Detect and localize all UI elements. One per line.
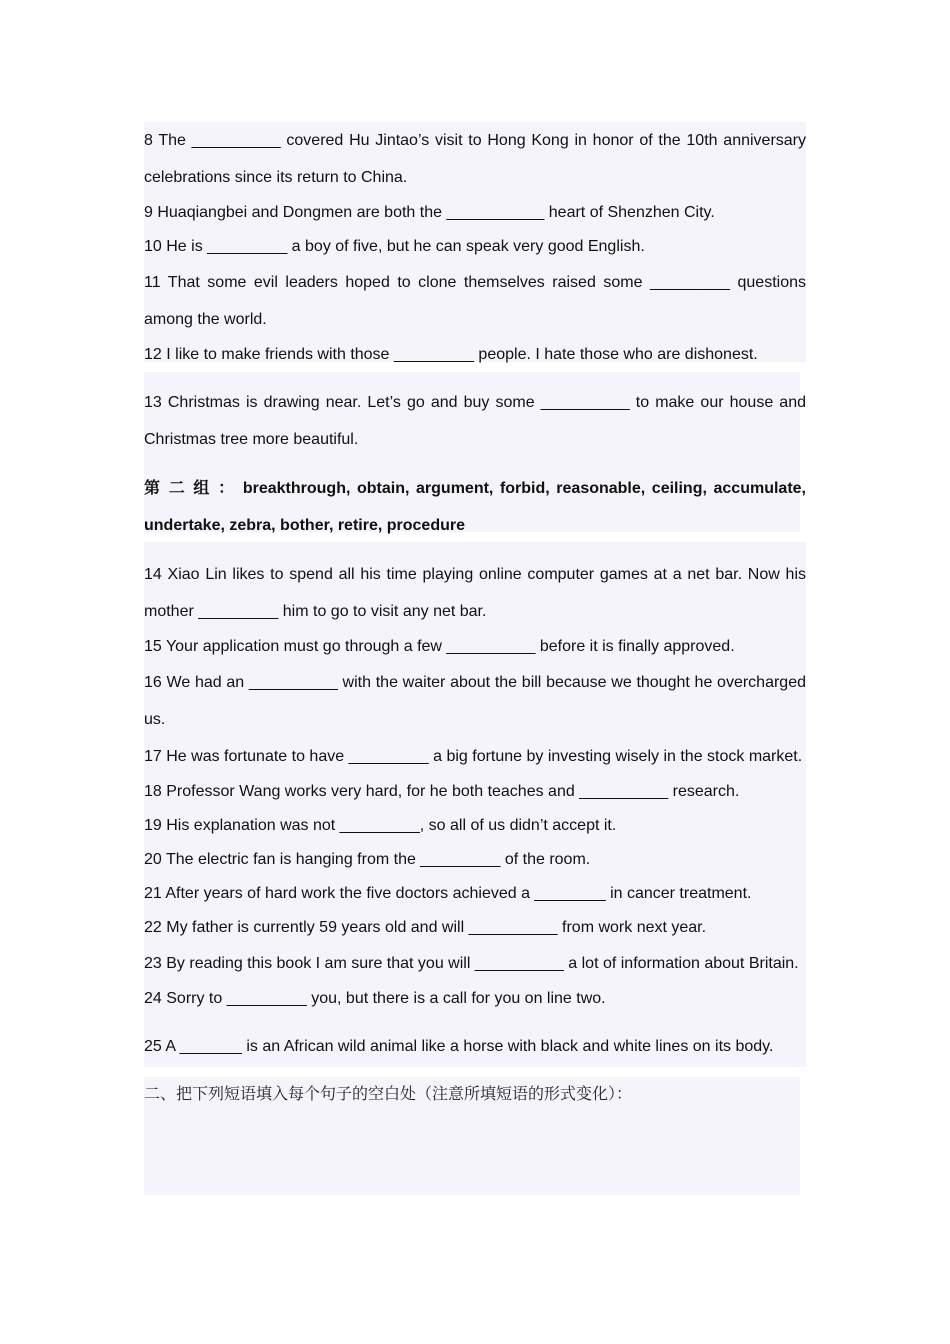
question-22: 22 My father is currently 59 years old and will __________ from work next year. [144, 919, 707, 936]
question-25: 25 A _______ is an African wild animal like a horse with black and white lines on its body. [144, 1038, 774, 1055]
question-21: 21 After years of hard work the five doctors achieved a ________ in cancer treatment. [144, 885, 752, 902]
question-9: 9 Huaqiangbei and Dongmen are both the ___________ heart of Shenzhen City. [144, 204, 715, 221]
question-8: 8 The __________ covered Hu Jintao’s visit to Hong Kong in honor of the 10th anniversary celebrations since its return to China. [144, 132, 806, 186]
section-2-heading: 二、把下列短语填入每个句子的空白处（注意所填短语的形式变化）： [144, 1084, 633, 1103]
question-19: 19 His explanation was not _________, so all of us didn’t accept it. [144, 817, 617, 834]
question-16: 16 We had an __________ with the waiter about the bill because we thought he overcharged us. [144, 674, 806, 728]
spacer [144, 1065, 806, 1077]
question-15: 15 Your application must go through a few __________ before it is finally approved. [144, 638, 735, 655]
spacer [144, 372, 806, 384]
question-10: 10 He is _________ a boy of five, but he can speak very good English. [144, 238, 645, 255]
question-11: 11 That some evil leaders hoped to clone themselves raised some _________ questions among the world. [144, 274, 806, 328]
question-14: 14 Xiao Lin likes to spend all his time playing online computer games at a net bar. Now his mother _________ him to go to visit any net bar. [144, 566, 806, 620]
spacer [144, 458, 806, 470]
question-18: 18 Professor Wang works very hard, for he both teaches and __________ research. [144, 783, 740, 800]
question-23: 23 By reading this book I am sure that you will __________ a lot of information about Britain. [144, 955, 799, 972]
question-17: 17 He was fortunate to have _________ a big fortune by investing wisely in the stock market. [144, 748, 803, 765]
group-2-word-list: 第 二 组 ： breakthrough, obtain, argument, forbid, reasonable, ceiling, accumulate, undertake, zebra, bother, retire, procedure [144, 480, 806, 534]
question-13: 13 Christmas is drawing near. Let’s go and buy some __________ to make our house and Christmas tree more beautiful. [144, 394, 806, 448]
spacer [144, 544, 806, 556]
question-24: 24 Sorry to _________ you, but there is a call for you on line two. [144, 990, 606, 1007]
question-20: 20 The electric fan is hanging from the _________ of the room. [144, 851, 591, 868]
spacer [144, 1016, 806, 1028]
question-12: 12 I like to make friends with those _________ people. I hate those who are dishonest. [144, 346, 758, 363]
document-body [144, 122, 806, 1111]
